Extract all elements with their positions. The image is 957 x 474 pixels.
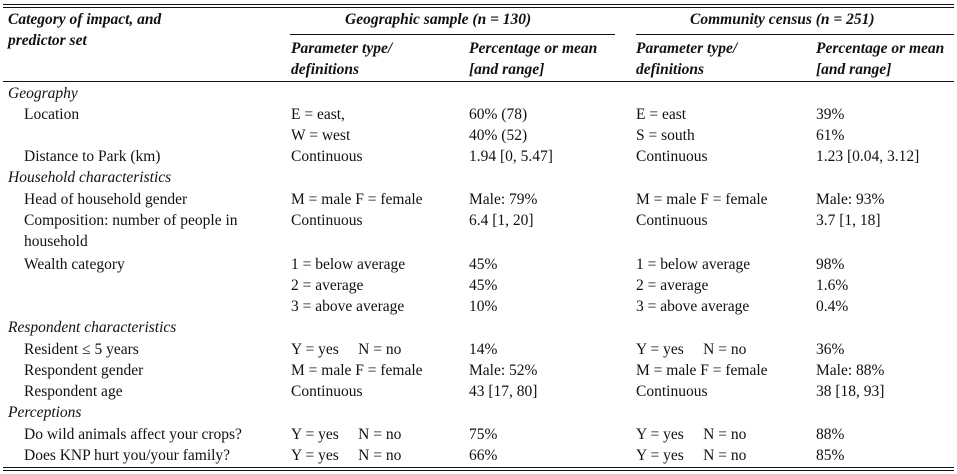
row-label: Composition: number of people in [24, 212, 238, 229]
census-group-header: Community census (n = 251) [690, 11, 875, 28]
geo-param-header-line2: definitions [291, 61, 360, 78]
row-label: Distance to Park (km) [24, 148, 161, 165]
section-title: Respondent characteristics [8, 319, 177, 336]
geo-param: M = male F = female [291, 362, 423, 379]
census-pct: 0.4% [816, 298, 849, 315]
census-pct: 1.6% [816, 277, 849, 294]
geo-param: 2 = average [291, 277, 364, 294]
census-pct: 98% [816, 256, 845, 273]
geo-pct: Male: 52% [469, 362, 538, 379]
geo-pct-header-line1: Percentage or mean [469, 40, 598, 57]
census-pct: 36% [816, 341, 845, 358]
bottom-rule-inner [3, 467, 954, 468]
census-group-rule [636, 34, 954, 35]
census-param: 3 = above average [636, 298, 750, 315]
census-param: Continuous [636, 148, 708, 165]
census-param-header-line1: Parameter type/ [636, 40, 738, 57]
geo-param: 3 = above average [291, 298, 405, 315]
section-title: Perceptions [8, 404, 82, 421]
geo-pct: 40% (52) [469, 127, 528, 144]
geo-pct: 6.4 [1, 20] [469, 212, 534, 229]
geo-param: Y = yes N = no [291, 426, 402, 443]
census-param: E = east [636, 106, 687, 123]
geo-param: Y = yes N = no [291, 447, 402, 464]
census-param: S = south [636, 127, 695, 144]
census-pct: 88% [816, 426, 845, 443]
section-title: Household characteristics [8, 169, 172, 186]
census-param: Continuous [636, 212, 708, 229]
section-title: Geography [8, 85, 78, 102]
geo-param: Y = yes N = no [291, 341, 402, 358]
geo-param: Continuous [291, 212, 363, 229]
top-rule [3, 4, 954, 5]
census-pct: Male: 88% [816, 362, 885, 379]
geo-pct: 60% (78) [469, 106, 528, 123]
row-label: Respondent gender [24, 362, 144, 379]
census-param: Y = yes N = no [636, 447, 747, 464]
geo-pct: 43 [17, 80] [469, 383, 538, 400]
census-param: Y = yes N = no [636, 426, 747, 443]
row-label: Respondent age [24, 383, 123, 400]
geo-pct: 10% [469, 298, 498, 315]
geo-param: Continuous [291, 383, 363, 400]
geo-pct-header-line2: [and range] [469, 61, 545, 78]
census-pct-header-line2: [and range] [816, 61, 892, 78]
census-pct: Male: 93% [816, 191, 885, 208]
row-label: Wealth category [24, 256, 125, 273]
census-param: 2 = average [636, 277, 709, 294]
row-label: Does KNP hurt you/your family? [24, 447, 231, 464]
geo-group-rule [290, 34, 615, 35]
census-param: Y = yes N = no [636, 341, 747, 358]
geo-pct: 45% [469, 256, 498, 273]
census-param-header-line2: definitions [636, 61, 705, 78]
census-pct: 39% [816, 106, 845, 123]
census-param: M = male F = female [636, 362, 768, 379]
geo-param: W = west [291, 127, 351, 144]
geo-group-header: Geographic sample (n = 130) [345, 11, 532, 28]
row-label: Head of household gender [24, 191, 188, 208]
census-param: M = male F = female [636, 191, 768, 208]
geo-param: E = east, [291, 106, 345, 123]
header-rule [3, 81, 954, 82]
census-pct: 1.23 [0.04, 3.12] [816, 148, 920, 165]
top-rule-inner [3, 7, 954, 8]
census-pct: 3.7 [1, 18] [816, 212, 881, 229]
geo-param: Continuous [291, 148, 363, 165]
census-param: 1 = below average [636, 256, 751, 273]
geo-pct: Male: 79% [469, 191, 538, 208]
census-pct: 38 [18, 93] [816, 383, 885, 400]
row-label: Do wild animals affect your crops? [24, 426, 242, 443]
row-label: Location [24, 106, 80, 123]
census-param: Continuous [636, 383, 708, 400]
geo-pct: 75% [469, 426, 498, 443]
row-label: household [24, 233, 88, 250]
category-header-line1: Category of impact, and [8, 11, 162, 28]
geo-param: M = male F = female [291, 191, 423, 208]
census-pct: 85% [816, 447, 845, 464]
bottom-rule [3, 470, 954, 471]
census-pct: 61% [816, 127, 845, 144]
geo-pct: 45% [469, 277, 498, 294]
geo-pct: 1.94 [0, 5.47] [469, 148, 553, 165]
geo-param: 1 = below average [291, 256, 406, 273]
geo-pct: 14% [469, 341, 498, 358]
row-label: Resident ≤ 5 years [24, 341, 139, 358]
category-header-line2: predictor set [8, 32, 87, 49]
geo-pct: 66% [469, 447, 498, 464]
geo-param-header-line1: Parameter type/ [291, 40, 393, 57]
census-pct-header-line1: Percentage or mean [816, 40, 945, 57]
